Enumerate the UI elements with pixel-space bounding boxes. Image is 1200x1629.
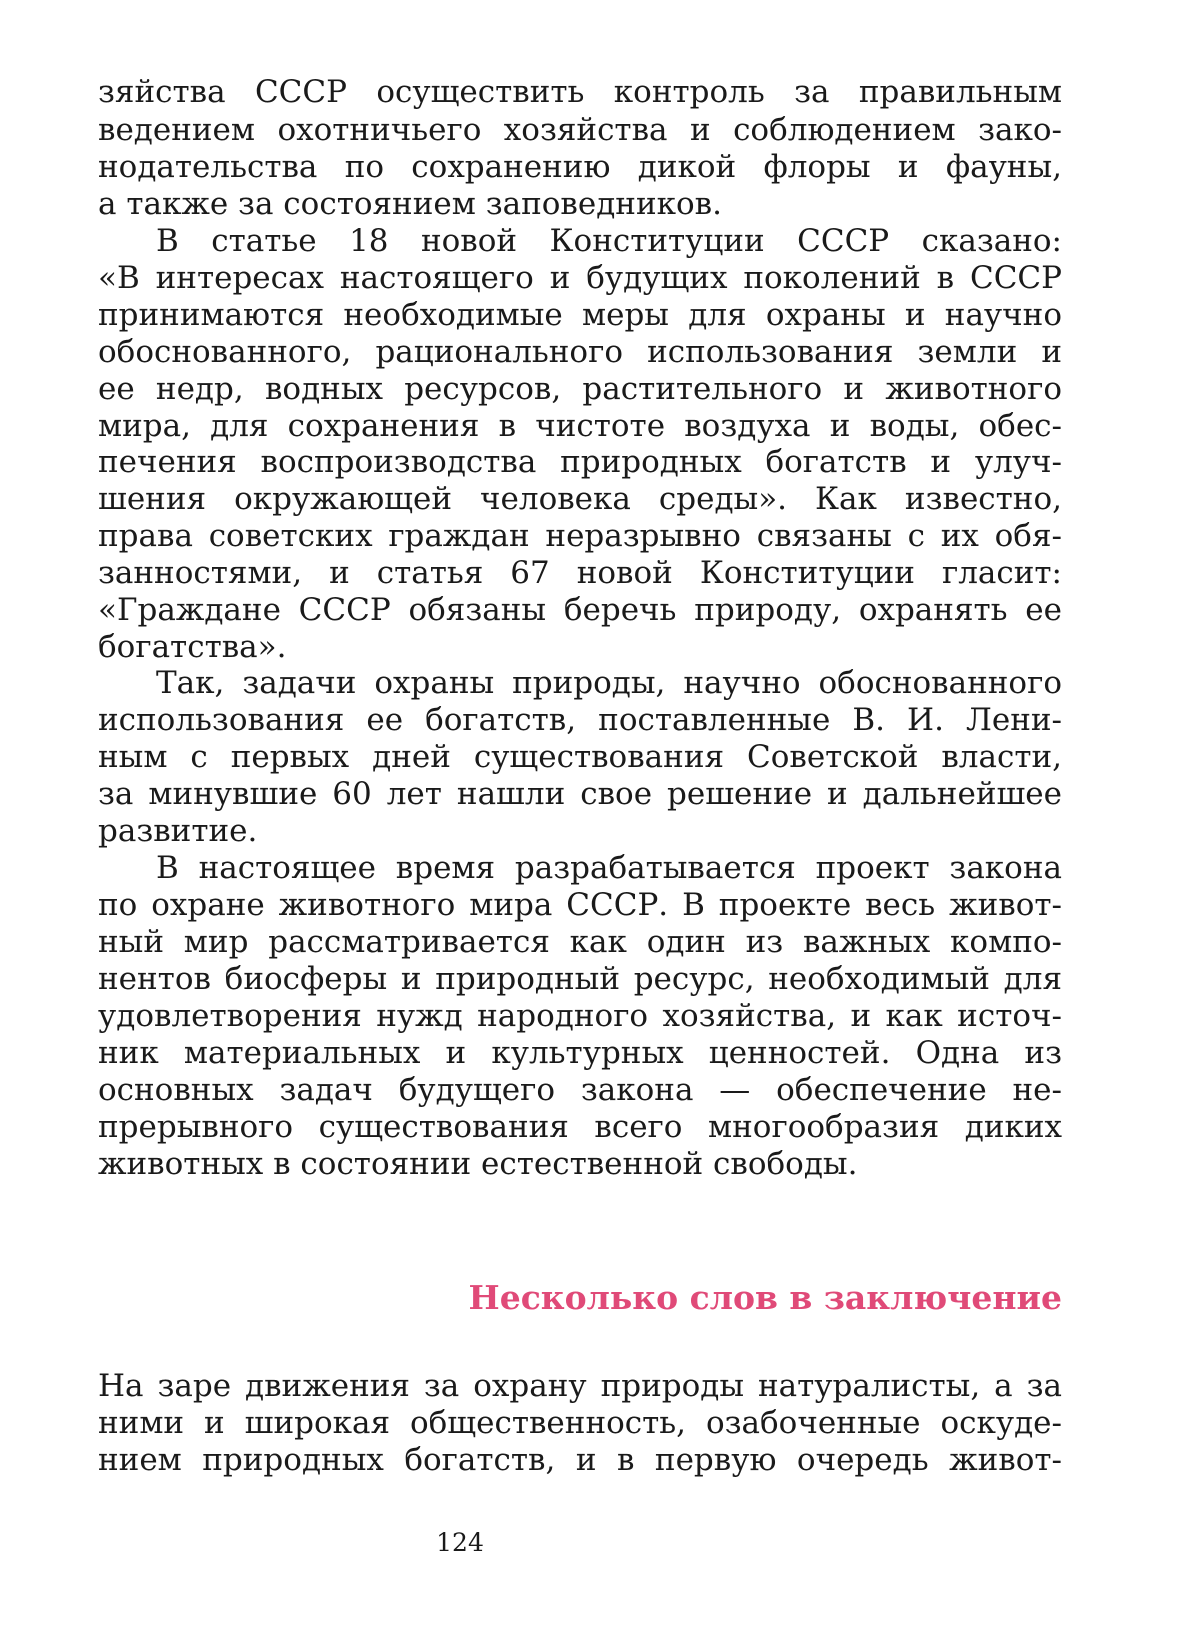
- text-line: а также за состоянием заповедников.: [98, 186, 722, 222]
- text-line: ними и широкая общественность, озабоченные оскуде-: [98, 1405, 1062, 1441]
- text-line: ный мир рассматривается как один из важных компо-: [98, 924, 1062, 960]
- text-line: «В интересах настоящего и будущих поколений в СССР: [98, 260, 1062, 296]
- text-line: принимаются необходимые меры для охраны и научно: [98, 297, 1062, 333]
- text-line: мира, для сохранения в чистоте воздуха и воды, обес-: [98, 408, 1062, 444]
- text-line: за минувшие 60 лет нашли свое решение и дальнейшее: [98, 776, 1062, 812]
- text-line: нодательства по сохранению дикой флоры и фауны,: [98, 149, 1062, 185]
- text-line: нием природных богатств, и в первую очередь живот-: [98, 1442, 1062, 1478]
- text-line: нентов биосферы и природный ресурс, необходимый для: [98, 961, 1062, 997]
- text-line: ным с первых дней существования Советской власти,: [98, 739, 1062, 775]
- text-line: В настоящее время разрабатывается проект закона: [156, 850, 1062, 886]
- text-line: занностями, и статья 67 новой Конституции гласит:: [98, 555, 1062, 591]
- text-line: по охране животного мира СССР. В проекте весь живот-: [98, 887, 1062, 923]
- text-line: развитие.: [98, 813, 258, 849]
- text-line: шения окружающей человека среды». Как известно,: [98, 481, 1062, 517]
- text-line: На заре движения за охрану природы натуралисты, а за: [98, 1368, 1062, 1404]
- text-line: ведением охотничьего хозяйства и соблюдением зако-: [98, 112, 1062, 148]
- text-line: Так, задачи охраны природы, научно обоснованного: [156, 665, 1062, 701]
- text-line: ник материальных и культурных ценностей. Одна из: [98, 1035, 1062, 1071]
- text-line: обоснованного, рационального использования земли и: [98, 334, 1062, 370]
- text-line: печения воспроизводства природных богатств и улуч-: [98, 444, 1062, 480]
- text-line: животных в состоянии естественной свободы.: [98, 1146, 858, 1182]
- text-line: В статье 18 новой Конституции СССР сказано:: [156, 223, 1062, 259]
- text-line: «Граждане СССР обязаны беречь природу, охранять ее: [98, 592, 1062, 628]
- text-line: использования ее богатств, поставленные В. И. Лени-: [98, 702, 1062, 738]
- text-line: основных задач будущего закона — обеспечение не-: [98, 1072, 1062, 1108]
- text-line: права советских граждан неразрывно связаны с их обя-: [98, 518, 1062, 554]
- text-line: удовлетворения нужд народного хозяйства, и как источ-: [98, 998, 1062, 1034]
- text-line: зяйства СССР осуществить контроль за правильным: [98, 74, 1062, 110]
- page-number: 124: [436, 1528, 484, 1557]
- text-line: богатства».: [98, 629, 287, 665]
- section-heading: Несколько слов в заключение: [468, 1278, 1062, 1317]
- text-line: прерывного существования всего многообразия диких: [98, 1109, 1062, 1145]
- text-line: ее недр, водных ресурсов, растительного и животного: [98, 371, 1062, 407]
